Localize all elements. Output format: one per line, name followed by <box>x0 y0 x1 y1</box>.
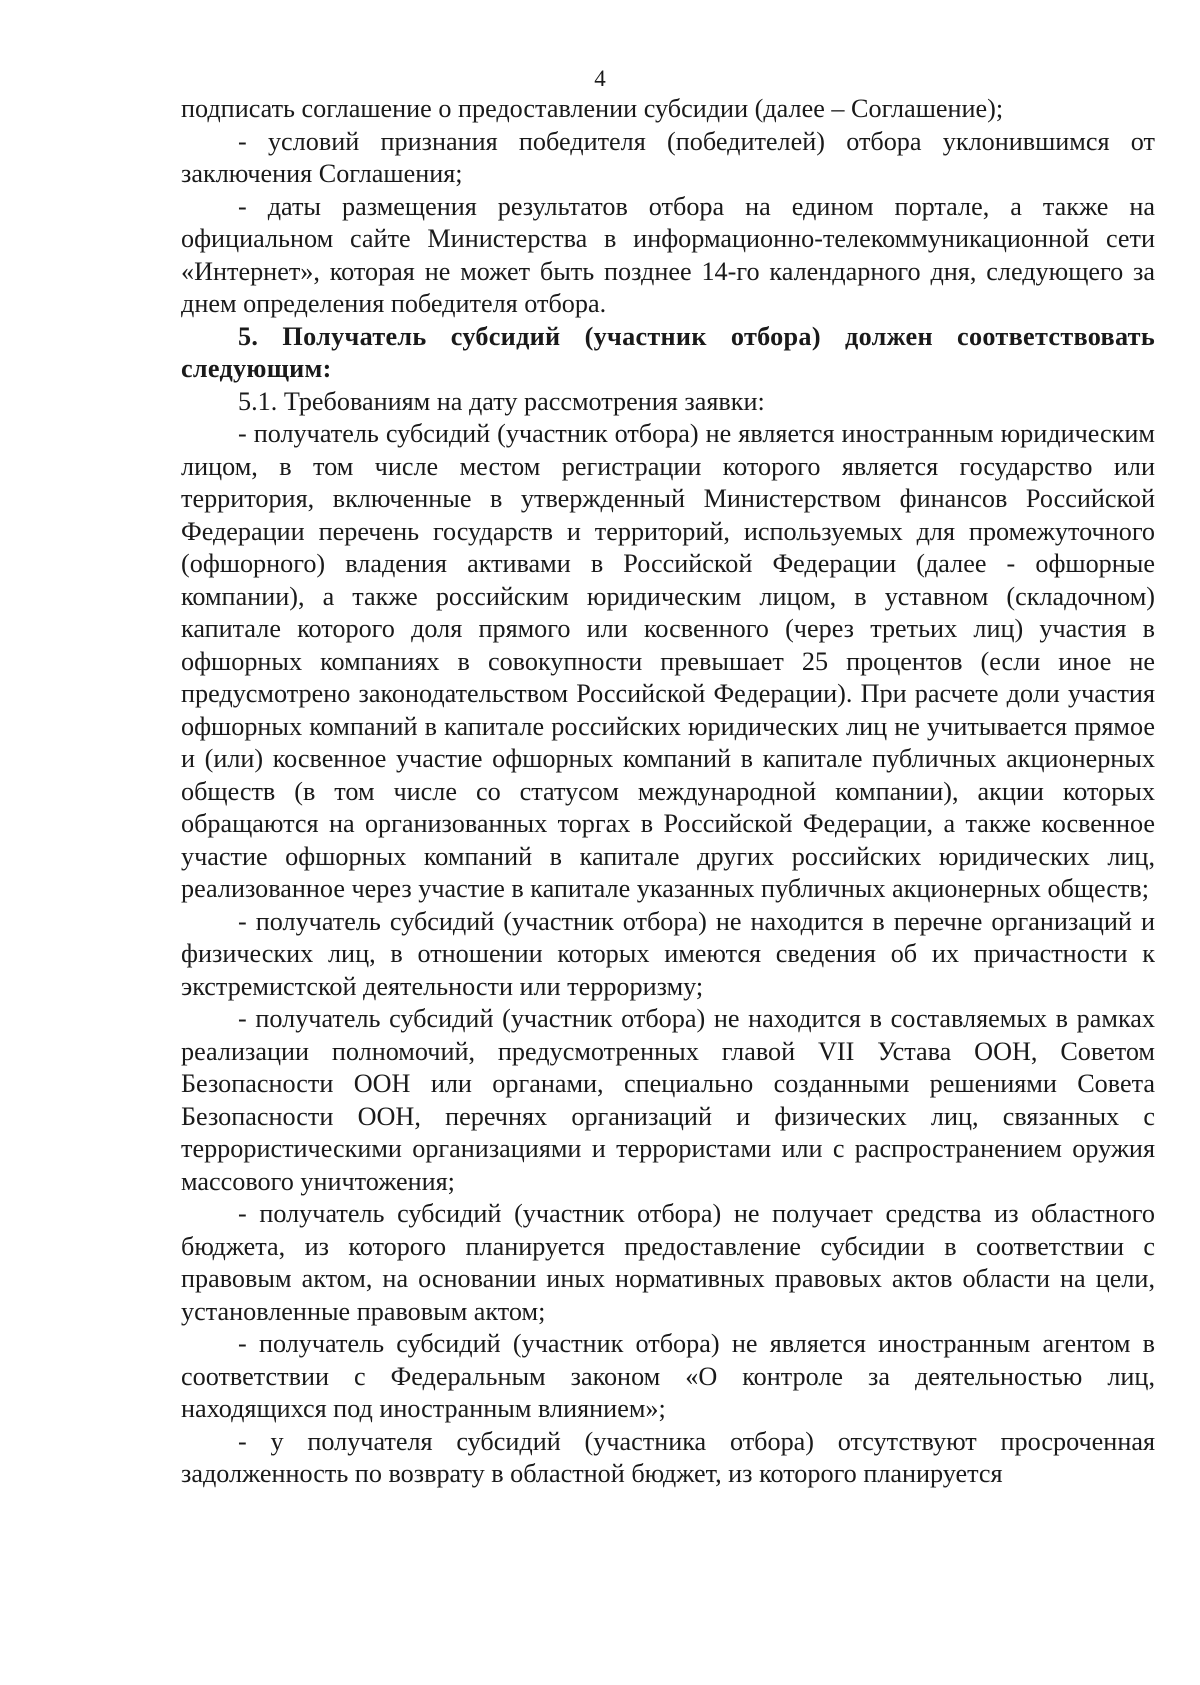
paragraph-3: - даты размещения результатов отбора на едином портале, а также на официальном сайте Министерства в информационно-телекоммуникационной сети «Интернет», которая не может быть позднее 14-го календарного дня, следующего за днем определения победителя отбора. <box>181 191 1155 318</box>
paragraph-overdue-debt: - у получателя субсидий (участника отбора) отсутствуют просроченная задолженность по возврату в областной бюджет, из которого планируется <box>181 1426 1155 1488</box>
paragraph-un-security-council-list: - получатель субсидий (участник отбора) не находится в составляемых в рамках реализации полномочий, предусмотренных главой VII Устава ООН, Советом Безопасности ООН или органами, специально созданными решениями Совета Безопасности ООН, перечнях организаций и физических лиц, связанных с террористическими организациями и террористами или с распространением оружия массового уничтожения; <box>181 1004 1155 1196</box>
paragraph-1: подписать соглашение о предоставлении субсидии (далее – Соглашение); <box>181 94 1004 123</box>
document-body <box>181 93 1155 1491</box>
paragraph-regional-budget-funds: - получатель субсидий (участник отбора) не получает средства из областного бюджета, из которого планируется предоставление субсидии в соответствии с правовым актом, на основании иных нормативных правовых актов области на цели, установленные правовым актом; <box>181 1199 1155 1326</box>
section-heading-5: 5. Получатель субсидий (участник отбора) должен соответствовать следующим: <box>181 321 1155 383</box>
paragraph-foreign-agent: - получатель субсидий (участник отбора) не является иностранным агентом в соответствии с Федеральным законом «О контроле за деятельностью лиц, находящихся под иностранным влиянием»; <box>181 1329 1155 1423</box>
page-number: 4 <box>594 66 606 91</box>
paragraph-offshore-requirement: - получатель субсидий (участник отбора) не является иностранным юридическим лицом, в том числе местом регистрации которого является государство или территория, включенные в утвержденный Министерством финансов Российской Федерации перечень государств и территорий, используемых для промежуточного (офшорного) владения активами в Российской Федерации (далее - офшорные компании), а также российским юридическим лицом, в уставном (складочном) капитале которого доля прямого или косвенного (через третьих лиц) участия в офшорных компаниях в совокупности превышает 25 процентов (если иное не предусмотрено законодательством Российской Федерации). При расчете доли участия офшорных компаний в капитале российских юридических лиц не учитывается прямое и (или) косвенное участие офшорных компаний в капитале публичных акционерных обществ (в том числе со статусом международной компании), акции которых обращаются на организованных торгах в Российской Федерации, а также косвенное участие офшорных компаний в капитале других российских юридических лиц, реализованное через участие в капитале указанных публичных акционерных обществ; <box>181 419 1155 903</box>
paragraph-extremism-list: - получатель субсидий (участник отбора) не находится в перечне организаций и физических лиц, в отношении которых имеются сведения об их причастности к экстремистской деятельности или терроризму; <box>181 906 1155 1001</box>
subsection-heading-5-1: 5.1. Требованиям на дату рассмотрения заявки: <box>238 386 765 416</box>
paragraph-2: - условий признания победителя (победителей) отбора уклонившимся от заключения Соглашения; <box>181 126 1155 188</box>
